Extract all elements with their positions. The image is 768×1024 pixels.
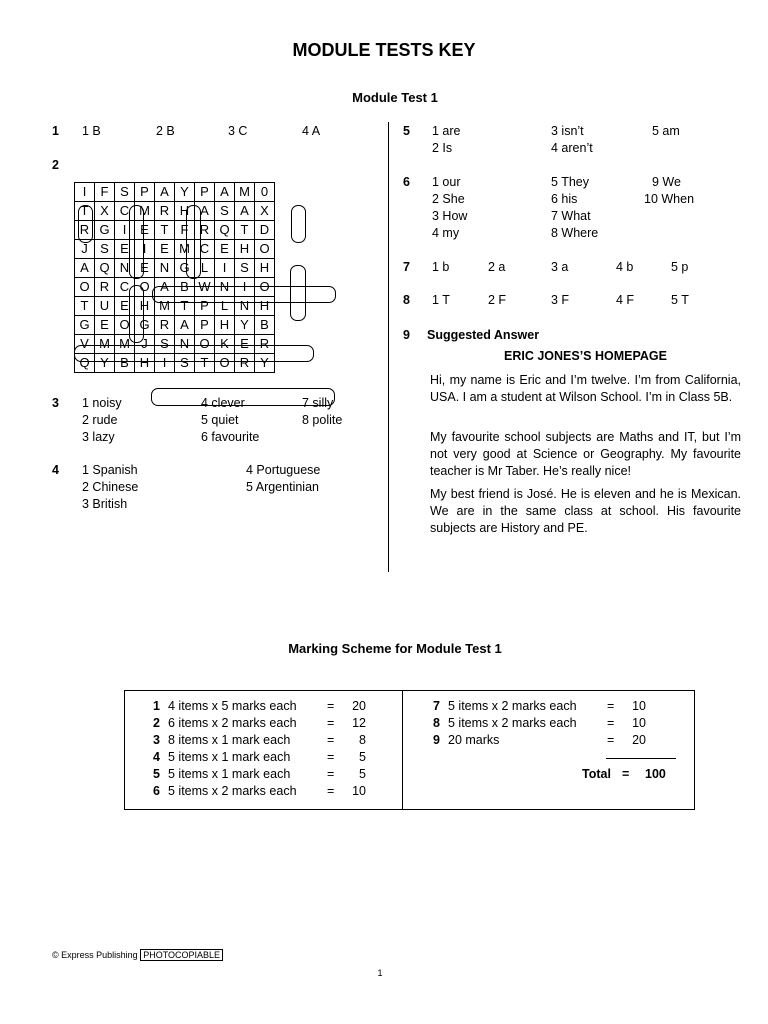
q5-item: 3 isn’t [551, 124, 584, 138]
grid-cell: K [215, 335, 235, 354]
scheme-n: 9 [433, 733, 440, 747]
word-ring [129, 285, 144, 343]
grid-cell: B [175, 278, 195, 297]
grid-cell: T [75, 202, 95, 221]
q1-number: 1 [52, 124, 59, 138]
grid-cell: M [95, 335, 115, 354]
grid-cell: R [255, 335, 275, 354]
grid-cell: B [115, 354, 135, 373]
grid-cell: Q [95, 259, 115, 278]
grid-cell: N [215, 278, 235, 297]
grid-cell: S [175, 354, 195, 373]
grid-row [75, 259, 275, 278]
grid-cell: A [175, 316, 195, 335]
scheme-n: 3 [153, 733, 160, 747]
q7-item: 5 p [671, 260, 689, 274]
marking-scheme-title: Marking Scheme for Module Test 1 [288, 641, 502, 656]
grid-cell: F [175, 221, 195, 240]
grid-cell: F [95, 183, 115, 202]
q3-item: 8 polite [302, 413, 343, 427]
word-ring [74, 345, 314, 362]
q6-item: 3 How [432, 209, 468, 223]
scheme-n: 1 [153, 699, 160, 713]
grid-cell: J [75, 240, 95, 259]
grid-cell: P [195, 183, 215, 202]
grid-cell: U [95, 297, 115, 316]
scheme-eq: = [607, 699, 615, 713]
grid-cell: R [235, 354, 255, 373]
scheme-desc: 5 items x 1 mark each [168, 767, 291, 781]
grid-cell: A [235, 202, 255, 221]
grid-cell: P [195, 297, 215, 316]
grid-cell: L [195, 259, 215, 278]
grid-cell: H [175, 202, 195, 221]
grid-cell: R [195, 221, 215, 240]
q6-item: 8 Where [551, 226, 599, 240]
marking-scheme-divider [402, 690, 403, 809]
grid-cell: H [255, 259, 275, 278]
grid-cell: E [115, 297, 135, 316]
q2-number: 2 [52, 158, 59, 172]
grid-cell: G [175, 259, 195, 278]
grid-cell: S [115, 183, 135, 202]
grid-row [75, 183, 275, 202]
grid-cell: G [135, 316, 155, 335]
homepage-paragraph: My best friend is José. He is eleven and he is Mexican. We are in the same class at school. His favourite subjects are History and PE. [430, 487, 741, 535]
grid-cell: G [95, 221, 115, 240]
grid-cell: A [215, 183, 235, 202]
homepage-paragraph: Hi, my name is Eric and I’m twelve. I’m from California, USA. I am a student at Wilson School. I’m in Class 5B. [430, 373, 741, 404]
grid-cell: C [195, 240, 215, 259]
scheme-desc: 4 items x 5 marks each [168, 699, 297, 713]
q4-number: 4 [52, 463, 59, 477]
grid-cell: O [115, 316, 135, 335]
q6-item: 10 When [644, 192, 695, 206]
q7-item: 2 a [488, 260, 506, 274]
grid-cell: X [255, 202, 275, 221]
grid-cell: V [75, 335, 95, 354]
page-number: 1 [377, 968, 383, 978]
q6-item: 9 We [652, 175, 681, 189]
grid-cell: H [135, 297, 155, 316]
grid-cell: W [195, 278, 215, 297]
grid-cell: N [115, 259, 135, 278]
grid-cell: M [115, 335, 135, 354]
grid-cell: T [195, 354, 215, 373]
total-rule [606, 758, 676, 759]
q3-item: 6 favourite [201, 430, 260, 444]
grid-cell: S [235, 259, 255, 278]
grid-cell: N [155, 259, 175, 278]
word-ring [186, 205, 201, 279]
total-value: 100 [645, 767, 666, 781]
scheme-eq: = [607, 733, 615, 747]
grid-cell: Y [175, 183, 195, 202]
grid-cell: J [135, 335, 155, 354]
q1-answer: 3 C [228, 124, 248, 138]
grid-cell: M [175, 240, 195, 259]
grid-cell: I [215, 259, 235, 278]
grid-cell: R [75, 221, 95, 240]
grid-cell: N [175, 335, 195, 354]
grid-cell: R [155, 202, 175, 221]
q3-item: 4 clever [201, 396, 245, 410]
grid-cell: T [75, 297, 95, 316]
scheme-n: 5 [153, 767, 160, 781]
grid-cell: E [155, 240, 175, 259]
q4-item: 4 Portuguese [246, 463, 321, 477]
q6-number: 6 [403, 175, 410, 189]
scheme-val: 10 [632, 716, 646, 730]
grid-cell: Y [235, 316, 255, 335]
scheme-val: 5 [359, 767, 366, 781]
grid-cell: R [95, 278, 115, 297]
grid-cell: A [195, 202, 215, 221]
total-equals: = [622, 767, 630, 781]
grid-cell: T [235, 221, 255, 240]
scheme-val: 20 [352, 699, 366, 713]
scheme-n: 6 [153, 784, 160, 798]
q3-item: 2 rude [82, 413, 118, 427]
grid-cell: T [155, 221, 175, 240]
grid-cell: I [75, 183, 95, 202]
grid-cell: D [255, 221, 275, 240]
grid-cell: A [75, 259, 95, 278]
grid-cell: H [235, 240, 255, 259]
grid-cell: E [115, 240, 135, 259]
grid-cell: Y [255, 354, 275, 373]
grid-cell: O [215, 354, 235, 373]
scheme-n: 2 [153, 716, 160, 730]
grid-cell: O [135, 278, 155, 297]
grid-cell: T [175, 297, 195, 316]
scheme-eq: = [327, 716, 335, 730]
scheme-eq: = [327, 699, 335, 713]
q5-item: 5 am [652, 124, 680, 138]
grid-cell: O [75, 278, 95, 297]
grid-cell: 0 [255, 183, 275, 202]
grid-cell: A [155, 278, 175, 297]
q7-item: 3 a [551, 260, 569, 274]
q5-item: 4 aren’t [551, 141, 593, 155]
word-ring [129, 205, 144, 279]
grid-cell: G [75, 316, 95, 335]
scheme-val: 8 [359, 733, 366, 747]
publisher-credit: © Express Publishing [52, 950, 138, 960]
grid-cell: Y [95, 354, 115, 373]
q1-answer: 1 B [82, 124, 101, 138]
q9-label: Suggested Answer [427, 328, 540, 342]
homepage-paragraph: My favourite school subjects are Maths and IT, but I’m not very good at Science or Geography. My favourite teacher is Mr Taber. He’s really nice! [430, 430, 741, 478]
grid-cell: M [155, 297, 175, 316]
q7-item: 4 b [616, 260, 634, 274]
grid-row [75, 316, 275, 335]
grid-cell: O [255, 240, 275, 259]
scheme-eq: = [607, 716, 615, 730]
grid-cell: E [215, 240, 235, 259]
q6-item: 5 They [551, 175, 589, 189]
total-label: Total [582, 767, 611, 781]
q5-item: 1 are [432, 124, 461, 138]
q4-item: 3 British [82, 497, 128, 511]
q3-item: 7 silly [302, 396, 334, 410]
q3-number: 3 [52, 396, 59, 410]
q4-item: 1 Spanish [82, 463, 138, 477]
q4-item: 5 Argentinian [246, 480, 319, 494]
scheme-eq: = [327, 784, 335, 798]
q8-number: 8 [403, 293, 410, 307]
scheme-val: 10 [632, 699, 646, 713]
q8-item: 3 F [551, 293, 570, 307]
q1-answer: 2 B [156, 124, 175, 138]
word-ring [152, 286, 336, 303]
q5-number: 5 [403, 124, 410, 138]
grid-cell: I [135, 240, 155, 259]
q6-item: 6 his [551, 192, 578, 206]
scheme-desc: 20 marks [448, 733, 500, 747]
scheme-desc: 5 items x 2 marks each [448, 699, 577, 713]
photocopiable-stamp: PHOTOCOPIABLE [140, 949, 223, 961]
grid-cell: R [155, 316, 175, 335]
homepage-heading: ERIC JONES’S HOMEPAGE [504, 349, 667, 363]
scheme-n: 8 [433, 716, 440, 730]
scheme-desc: 6 items x 2 marks each [168, 716, 297, 730]
grid-cell: B [255, 316, 275, 335]
q3-item: 5 quiet [201, 413, 239, 427]
grid-cell: L [215, 297, 235, 316]
q3-item: 1 noisy [82, 396, 122, 410]
grid-row [75, 202, 275, 221]
grid-cell: S [215, 202, 235, 221]
q3-item: 3 lazy [82, 430, 115, 444]
q8-item: 4 F [616, 293, 635, 307]
grid-cell: O [255, 278, 275, 297]
q8-item: 1 T [432, 293, 450, 307]
q6-item: 7 What [551, 209, 591, 223]
grid-cell: C [115, 278, 135, 297]
q8-item: 2 F [488, 293, 507, 307]
grid-row [75, 221, 275, 240]
grid-cell: I [155, 354, 175, 373]
grid-cell: S [95, 240, 115, 259]
grid-cell: H [255, 297, 275, 316]
grid-cell: Q [215, 221, 235, 240]
grid-cell: E [135, 221, 155, 240]
word-ring [291, 205, 306, 243]
grid-cell: I [235, 278, 255, 297]
grid-cell: H [135, 354, 155, 373]
grid-cell: E [95, 316, 115, 335]
grid-cell: E [135, 259, 155, 278]
grid-cell: A [155, 183, 175, 202]
column-divider [388, 122, 389, 572]
scheme-desc: 5 items x 1 mark each [168, 750, 291, 764]
q7-item: 1 b [432, 260, 450, 274]
grid-cell: S [155, 335, 175, 354]
scheme-val: 12 [352, 716, 366, 730]
grid-cell: Q [75, 354, 95, 373]
footer [52, 950, 223, 960]
grid-cell: P [135, 183, 155, 202]
grid-cell: P [195, 316, 215, 335]
module-subtitle: Module Test 1 [352, 90, 438, 105]
q6-item: 2 She [432, 192, 465, 206]
q6-item: 4 my [432, 226, 460, 240]
q7-number: 7 [403, 260, 410, 274]
grid-cell: E [235, 335, 255, 354]
page-title: MODULE TESTS KEY [292, 40, 476, 60]
scheme-n: 4 [153, 750, 160, 764]
grid-cell: N [235, 297, 255, 316]
scheme-val: 20 [632, 733, 646, 747]
scheme-desc: 5 items x 2 marks each [448, 716, 577, 730]
scheme-val: 10 [352, 784, 366, 798]
scheme-eq: = [327, 733, 335, 747]
scheme-eq: = [327, 767, 335, 781]
word-ring [78, 205, 93, 243]
q6-item: 1 our [432, 175, 461, 189]
grid-cell: O [195, 335, 215, 354]
q5-item: 2 Is [432, 141, 453, 155]
q1-answer: 4 A [302, 124, 321, 138]
grid-cell: X [95, 202, 115, 221]
scheme-desc: 5 items x 2 marks each [168, 784, 297, 798]
grid-cell: I [115, 221, 135, 240]
q4-item: 2 Chinese [82, 480, 139, 494]
grid-cell: M [235, 183, 255, 202]
scheme-eq: = [327, 750, 335, 764]
grid-cell: C [115, 202, 135, 221]
q8-item: 5 T [671, 293, 689, 307]
scheme-val: 5 [359, 750, 366, 764]
scheme-n: 7 [433, 699, 440, 713]
q9-number: 9 [403, 328, 410, 342]
scheme-desc: 8 items x 1 mark each [168, 733, 291, 747]
grid-cell: M [135, 202, 155, 221]
grid-cell: H [215, 316, 235, 335]
grid-row [75, 240, 275, 259]
